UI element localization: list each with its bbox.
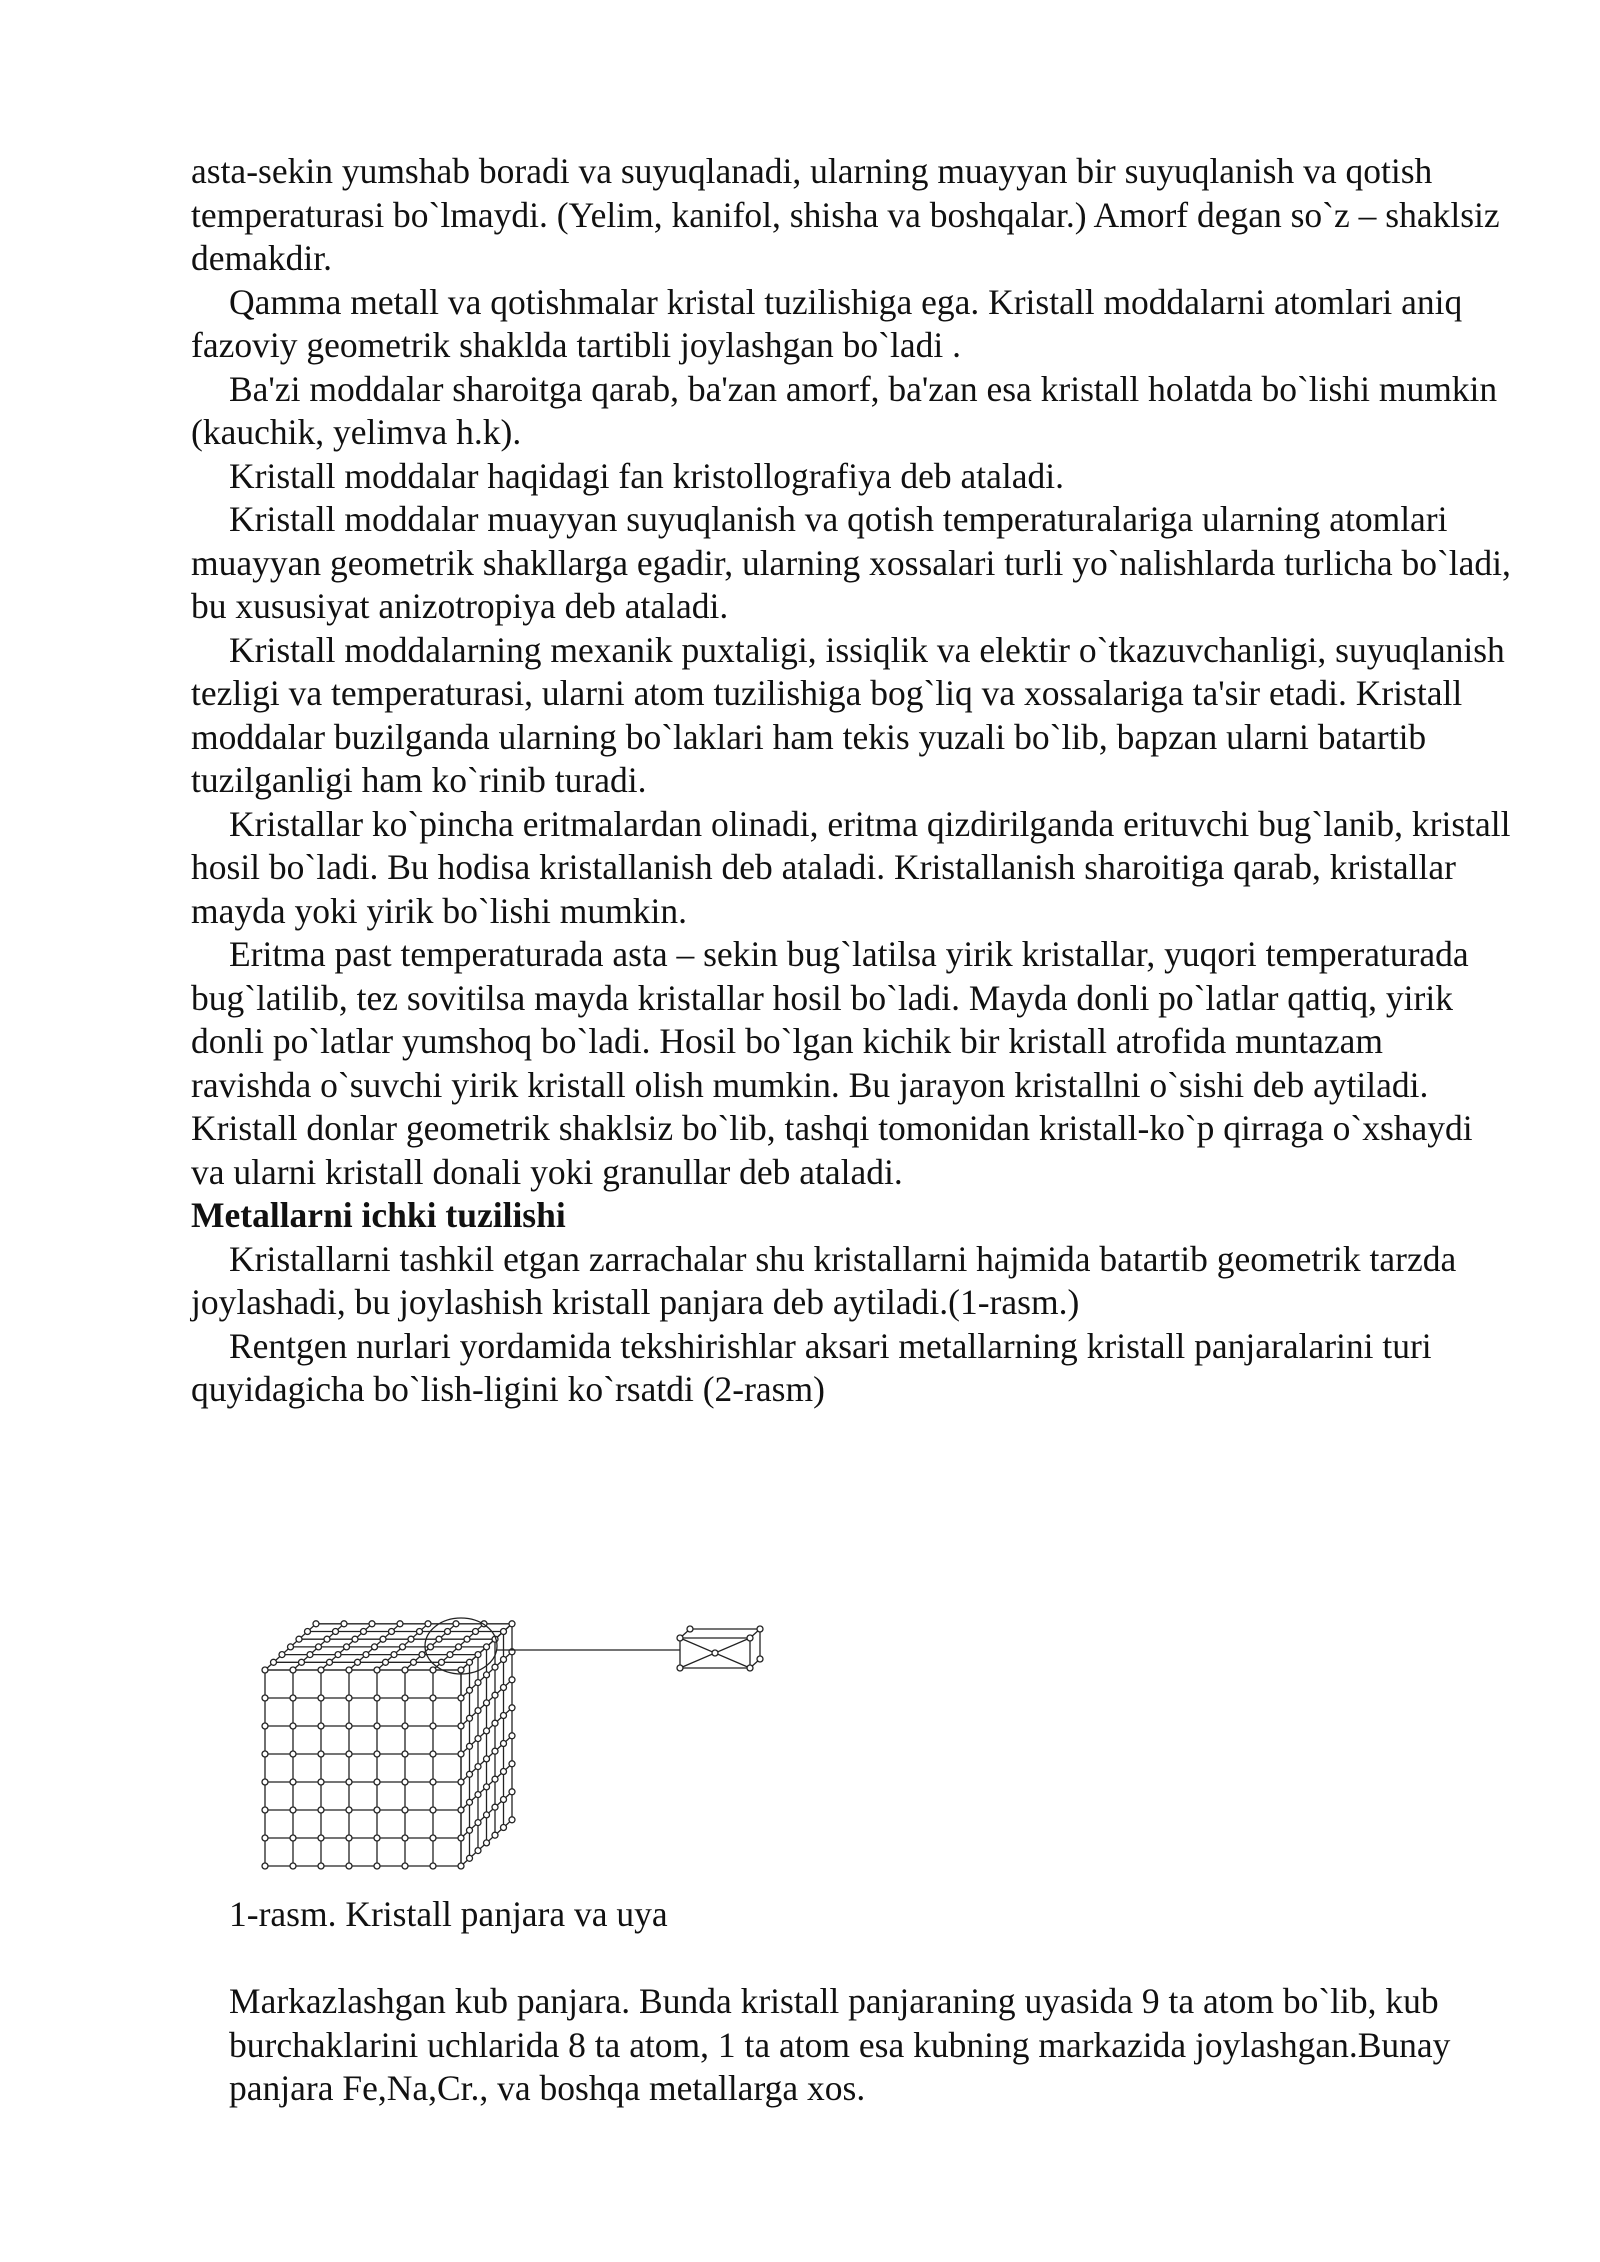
paragraph: Ba'zi moddalar sharoitga qarab, ba'zan amorf, ba'zan esa kristall holatda bo`lishi mumkin (kauchik, yelimva h.k). [191,368,1498,452]
paragraph: Qamma metall va qotishmalar kristal tuzilishiga ega. Kristall moddalarni atomlari aniq fazoviy geometrik shakldа tartibli joylashgan bo`ladi . [191,281,1463,365]
crystal-lattice-figure [250,1588,770,1888]
paragraph: Kristall moddalar haqidagi fan kristollografiya deb ataladi. [229,455,1064,496]
paragraph: Kristallarni tashkil etgan zarrachalar shu kristallarni hajmida batartib geometrik tarzda joylashadi, bu joylashish kristall panjara deb aytiladi.(1-rasm.) [191,1238,1457,1322]
paragraph: Markazlashgan kub panjara. Bunda kristall panjaraning uyasida 9 ta atom bo`lib, kub burchaklarini uchlarida 8 ta atom, 1 ta atom esa kubning markazida joylashgan.Bunay panjara Fe,Na,Cr., va boshqa metallarga xos. [229,1981,1451,2108]
paragraph: asta-sekin yumshab boradi va suyuqlanadi, ularning muayyan bir suyuqlanish va qotish temperaturasi bo`lmaydi. (Yelim, kanifol, shisha va boshqalar.) Amorf degan so`z – shaklsiz demakdir. [191,151,1500,278]
final-text [229,1980,1529,2111]
paragraph: Eritma past temperaturada asta – sekin bug`latilsa yirik kristallar, yuqori temperaturada bug`latilib, tez sovitilsa mayda kristallar hosil bo`ladi. Mayda donli po`latlar qattiq, yirik donli po`latlar yumshoq bo`ladi. Hosil bo`lgan kichik bir kristall atrofida muntazam ravishda o`suvchi yirik kristall olish mumkin. Bu jarayon kristallni o`sishi deb aytiladi. Kristall donlar geometrik shaklsiz bo`lib, tashqi tomonidan kristall-ko`p qirraga o`xshaydi va ularni kristall donali yoki granullar deb ataladi. [191,934,1473,1192]
body-text [191,150,1511,1412]
figure-caption: 1-rasm. Kristall panjara va uya [229,1894,668,1934]
paragraph: Rentgen nurlari yordamida tekshirishlar aksari metallarning kristall panjaralarini turi quyidagicha bo`lish-ligini ko`rsatdi (2-rasm) [191,1325,1432,1409]
paragraph: Kristall moddalar muayyan suyuqlanish va qotish temperaturalariga ularning atomlari muayyan geometrik shakllarga egadir, ularning xossalari turli yo`nalishlarda turlicha bo`ladi, bu xususiyat anizotropiya deb ataladi. [191,499,1511,626]
section-heading: Metallarni ichki tuzilishi [191,1195,566,1235]
paragraph: Kristall moddalarning mexanik puxtaligi, issiqlik va elektir o`tkazuvchanligi, suyuqlanish tezligi va temperaturasi, ularni atom tuzilishiga bog`liq va xossalariga ta'sir etadi. Kristall moddalar buzilganda ularning bo`laklari ham tekis yuzali bo`lib, bapzan ularni batartib tuzilganligi ham ko`rinib turadi. [191,629,1505,800]
paragraph: Kristallar ko`pincha eritmalardan olinadi, eritma qizdirilganda erituvchi bug`lanib, kristall hosil bo`ladi. Bu hodisa kristallanish deb ataladi. Kristallanish sharoitiga qarab, kristallar mayda yoki yirik bo`lishi mumkin. [191,803,1511,931]
